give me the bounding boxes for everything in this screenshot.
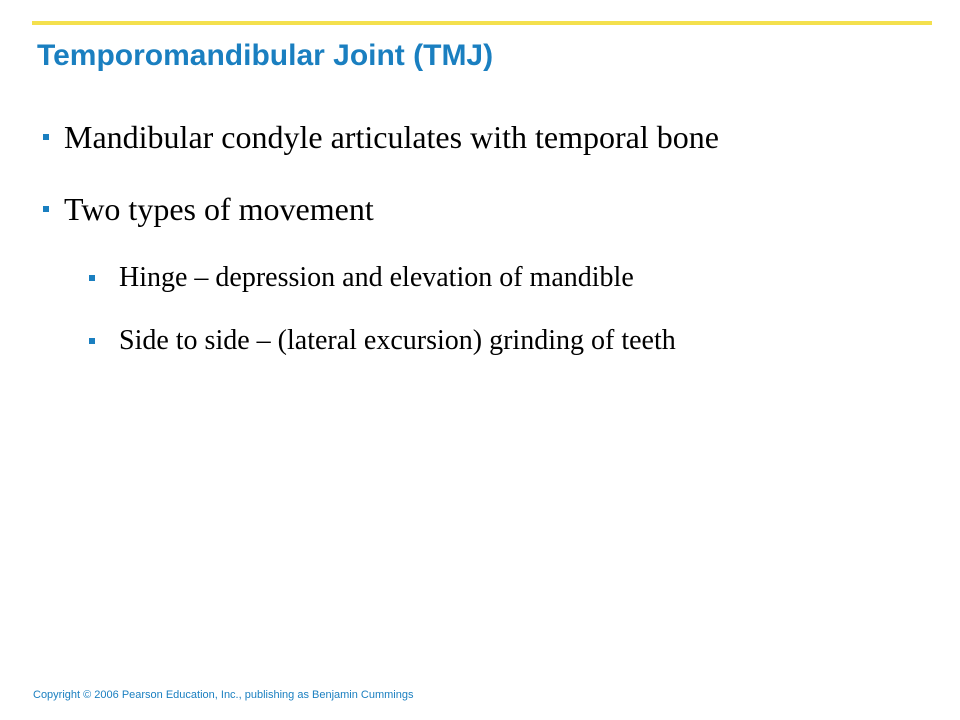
bullet-item xyxy=(64,117,719,157)
sub-bullet-text: Hinge – depression and elevation of mandible xyxy=(119,262,634,293)
square-bullet-icon xyxy=(43,206,49,212)
slide-title: Temporomandibular Joint (TMJ) xyxy=(37,39,494,72)
bullet-item xyxy=(64,189,374,229)
bullet-text: Two types of movement xyxy=(64,191,374,227)
sub-bullet-text: Side to side – (lateral excursion) grinding of teeth xyxy=(119,325,676,356)
title-accent-rule xyxy=(32,21,932,25)
square-bullet-icon xyxy=(43,134,49,140)
bullet-text: Mandibular condyle articulates with temporal bone xyxy=(64,119,719,155)
copyright-notice: Copyright © 2006 Pearson Education, Inc., publishing as Benjamin Cummings xyxy=(33,689,414,701)
square-bullet-icon xyxy=(89,338,95,344)
square-bullet-icon xyxy=(89,275,95,281)
sub-bullet-item xyxy=(119,260,634,296)
sub-bullet-item xyxy=(119,323,676,359)
